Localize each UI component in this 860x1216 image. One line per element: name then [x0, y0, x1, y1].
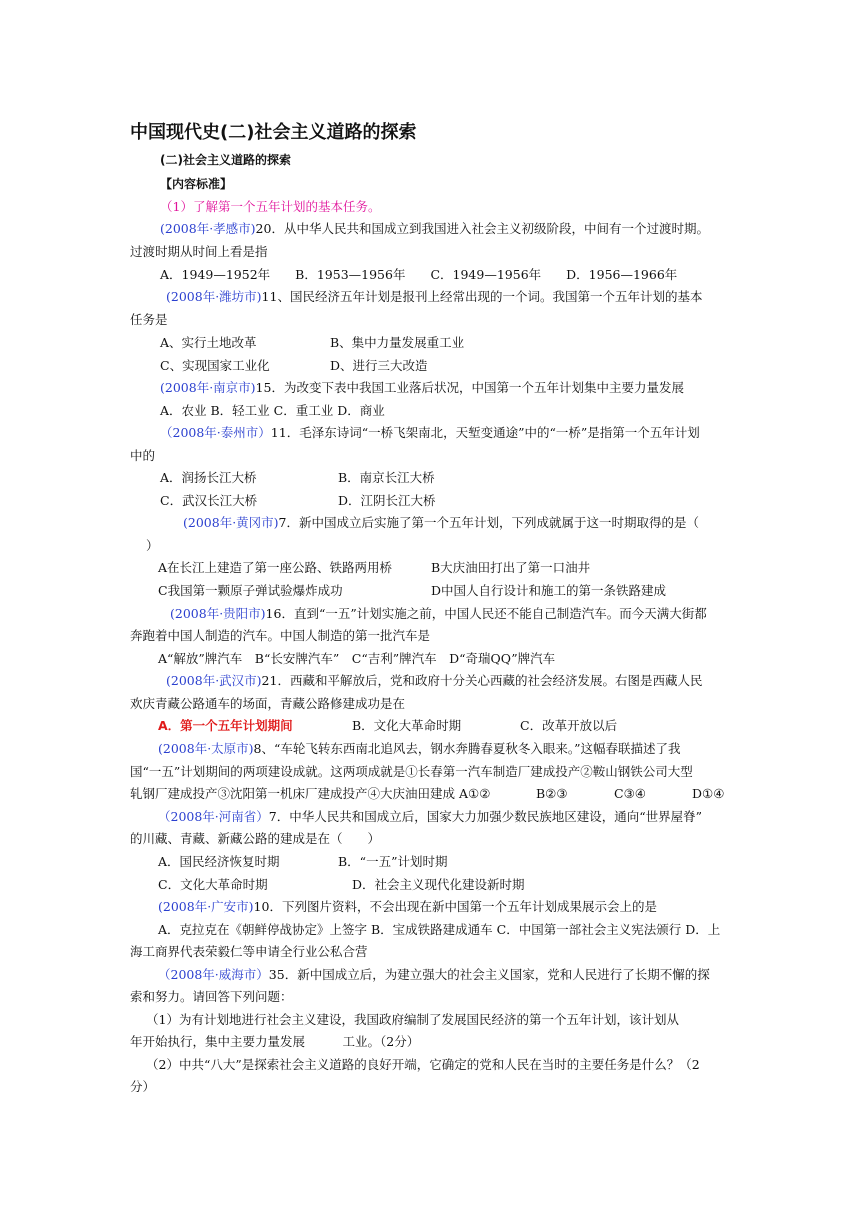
q8-option-c: C③④: [614, 786, 646, 801]
q8-option-b: B②③: [536, 786, 568, 801]
q4-option-b: B．南京长江大桥: [338, 470, 435, 485]
q9-option-c: C．文化大革命时期: [158, 877, 268, 892]
q7-text2: 欢庆青藏公路通车的场面，青藏公路修建成功是在: [130, 696, 406, 711]
q9-option-d: D．社会主义现代化建设新时期: [352, 877, 525, 892]
q9-option-a: A．国民经济恢复时期: [158, 854, 280, 869]
q11-sub1a: （1）为有计划地进行社会主义建设，我国政府编制了发展国民经济的第一个五年计划，该计划从: [146, 1012, 679, 1027]
q2-source: (2008年·潍坊市): [166, 289, 262, 304]
q7-source: (2008年·武汉市): [166, 673, 262, 688]
q8-line1: [158, 741, 681, 757]
q3-line1: [160, 380, 684, 396]
q7-option-c: C．改革开放以后: [520, 718, 618, 733]
page-title: 中国现代史(二)社会主义道路的探索: [130, 122, 417, 143]
q7-option-b: B．文化大革命时期: [352, 718, 462, 733]
q4-line1: [160, 425, 700, 441]
q2-option-a: A、实行土地改革: [160, 335, 257, 350]
q11-sub2a: （2）中共“八大”是探索社会主义道路的良好开端，它确定的党和人民在当时的主要任务是什么？（2: [146, 1057, 700, 1072]
q3-text1: 15．为改变下表中我国工业落后状况，中国第一个五年计划集中主要力量发展: [255, 380, 684, 395]
q11-source: （2008年·威海市）: [158, 967, 269, 982]
q1-line1: [160, 221, 709, 237]
q10-text2: A．克拉克在《朝鲜停战协定》上签字 B．宝成铁路建成通车 C．中国第一部社会主义宪法颁行 D．上: [158, 922, 721, 937]
q5-text1: 7．新中国成立后实施了第一个五年计划，下列成就属于这一时期取得的是（: [278, 515, 700, 530]
q9-line1: [158, 809, 702, 825]
standard-item: （1）了解第一个五年计划的基本任务。: [160, 199, 381, 214]
section-subtitle: (二)社会主义道路的探索: [160, 153, 291, 167]
q4-option-d: D．江阴长江大桥: [338, 493, 436, 508]
q8-source: (2008年·太原市): [158, 741, 254, 756]
q8-text3: 轧钢厂建成投产③沈阳第一机床厂建成投产④大庆油田建成 A①②: [130, 786, 491, 801]
q5-source: (2008年·黄冈市): [183, 515, 279, 530]
q9-option-b: B．“一五”计划时期: [338, 854, 448, 869]
q4-text1: 11．毛泽东诗词“一桥飞架南北，天堑变通途”中的“一桥”是指第一个五年计划: [270, 425, 700, 440]
q2-line1: [166, 289, 702, 305]
q2-option-c: C、实现国家工业化: [160, 358, 270, 373]
q1-text1: 20．从中华人民共和国成立到我国进入社会主义初级阶段，中间有一个过渡时期。: [255, 221, 709, 236]
q1-options: A．1949—1952年 B．1953—1956年 C．1949—1956年 D．1956—1966年: [160, 267, 678, 282]
q11-sub1b: 年开始执行，集中主要力量发展 工业。（2分）: [130, 1034, 420, 1049]
q6-text2: 奔跑着中国人制造的汽车。中国人制造的第一批汽车是: [130, 628, 431, 643]
q8-text1: 8、“车轮飞转东西南北追风去，钢水奔腾春夏秋冬入眼来。”这幅春联描述了我: [253, 741, 681, 756]
q3-source: (2008年·南京市): [160, 380, 256, 395]
q7-option-a-answer: A．第一个五年计划期间: [158, 718, 293, 733]
q10-line1: [158, 899, 657, 915]
q10-text1: 10．下列图片资料，不会出现在新中国第一个五年计划成果展示会上的是: [253, 899, 657, 914]
q4-source: （2008年·泰州市）: [160, 425, 271, 440]
q8-text2: 国“一五”计划期间的两项建设成就。这两项成就是①长春第一汽车制造厂建成投产②鞍山钢铁公司大型: [130, 764, 693, 779]
q2-text2: 任务是: [130, 312, 168, 327]
q5-option-a: A在长江上建造了第一座公路、铁路两用桥: [158, 560, 393, 575]
q2-option-b: B、集中力量发展重工业: [330, 335, 465, 350]
q6-options: A“解放”牌汽车 B“长安牌汽车” C“吉利”牌汽车 D“奇瑞QQ”牌汽车: [158, 651, 556, 666]
q11-text2: 索和努力。请回答下列问题：: [130, 989, 293, 1004]
q11-line1: [158, 967, 710, 983]
q2-option-d: D、进行三大改造: [330, 358, 428, 373]
q5-option-d: D中国人自行设计和施工的第一条铁路建成: [431, 583, 667, 598]
q5-option-c: C我国第一颗原子弹试验爆炸成功: [158, 583, 343, 598]
q11-text1: 35．新中国成立后，为建立强大的社会主义国家，党和人民进行了长期不懈的探: [268, 967, 710, 982]
q1-text2: 过渡时期从时间上看是指: [130, 244, 268, 259]
q4-option-c: C．武汉长江大桥: [160, 493, 258, 508]
q2-text1: 11、国民经济五年计划是报刊上经常出现的一个词。我国第一个五年计划的基本: [261, 289, 703, 304]
q11-sub2b: 分）: [130, 1079, 156, 1094]
q7-text1: 21．西藏和平解放后，党和政府十分关心西藏的社会经济发展。右图是西藏人民: [261, 673, 703, 688]
q6-source: (2008年·贵阳市): [170, 606, 266, 621]
q1-source: (2008年·孝感市): [160, 221, 256, 236]
q5-line1: [183, 515, 699, 531]
q5-text2: ）: [146, 538, 159, 553]
q8-option-d: D①④: [692, 786, 725, 801]
q9-text2: 的川藏、青藏、新藏公路的建成是在（ ）: [130, 831, 381, 846]
q10-source: (2008年·广安市): [158, 899, 254, 914]
q5-option-b: B大庆油田打出了第一口油井: [431, 560, 591, 575]
q6-line1: [170, 606, 707, 622]
q3-options: A．农业 B．轻工业 C．重工业 D．商业: [160, 403, 385, 418]
q9-text1: 7．中华人民共和国成立后，国家大力加强少数民族地区建设，通向“世界屋脊”: [268, 809, 703, 824]
q6-text1: 16．直到“一五”计划实施之前，中国人民还不能自己制造汽车。而今天满大街都: [265, 606, 707, 621]
q4-text2: 中的: [130, 448, 156, 463]
standard-label: 【内容标准】: [160, 177, 233, 191]
q7-line1: [166, 673, 702, 689]
q9-source: （2008年·河南省）: [158, 809, 269, 824]
q10-text3: 海工商界代表荣毅仁等申请全行业公私合营: [130, 944, 368, 959]
q4-option-a: A．润扬长江大桥: [160, 470, 257, 485]
